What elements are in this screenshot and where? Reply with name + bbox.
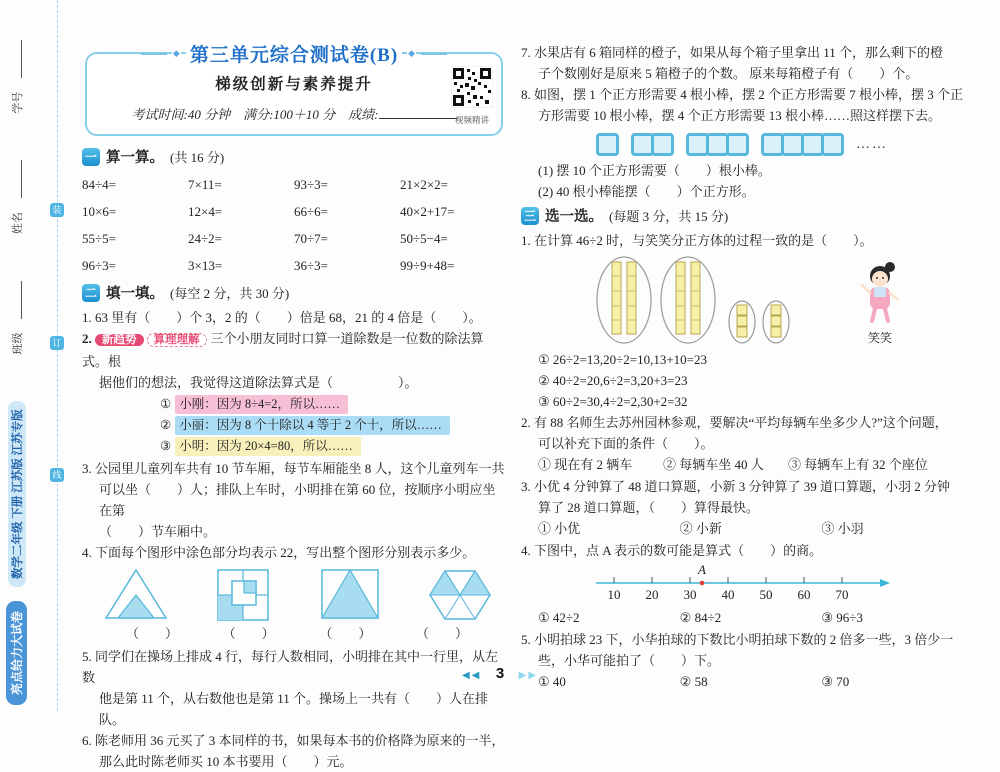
section1-points: (共 16 分) xyxy=(170,150,225,165)
calc-grid xyxy=(82,171,506,279)
option-item: ② 84÷2 xyxy=(679,610,722,625)
choice-q4: 4. 下图中，点 A 表示的数可能是算式（ ）的商。 xyxy=(521,543,823,558)
fill-q8-sub2: (2) 40 根小棒能摆（ ）个正方形。 xyxy=(538,184,755,199)
fill-q3-line2: 可以坐（ ）人；排队上车时，小明排在第 60 位，按顺序小明应坐在第 xyxy=(99,482,496,518)
triangle-figure xyxy=(104,567,168,621)
pupil-statement-text: 小丽：因为 8 个十除以 4 等于 2 个十，所以…… xyxy=(175,416,450,435)
section1-header xyxy=(82,146,506,167)
calc-problem: 10×6= xyxy=(82,204,117,219)
tick-label: 20 xyxy=(645,587,659,602)
option-item: ③ 70 xyxy=(821,674,850,689)
paper-title: 第三单元综合测试卷(B) xyxy=(186,40,402,67)
pupil-statement-1 xyxy=(160,395,506,414)
choice-q5-line1: 5. 小明拍球 23 下，小华拍球的下数比小明拍球下数的 2 倍多一些，3 倍少一 xyxy=(521,632,954,647)
choice-q4-options xyxy=(521,607,963,629)
stick-group-3 xyxy=(686,133,746,156)
fill-q4: 4. 下面每个图形中涂色部分均表示 22，写出整个图形分别表示多少。 xyxy=(82,545,476,560)
title-ornament-line-right xyxy=(421,53,447,55)
circled-3: ③ xyxy=(160,439,172,453)
q4-answer-parens-row xyxy=(82,623,506,642)
next-page-icon: ▶▶ xyxy=(518,670,539,681)
square-grid-figure xyxy=(215,567,271,623)
option-item: ② 小新 xyxy=(679,521,722,536)
section3-icon: 三 xyxy=(521,207,539,225)
qr-code-block xyxy=(451,66,493,126)
calc-problem: 55÷5= xyxy=(82,231,116,246)
square-triangle-figure xyxy=(319,567,381,621)
fill-q8-sub1: (1) 摆 10 个正方形需要（ ）根小棒。 xyxy=(538,163,771,178)
fill-q8-line1: 8. 如图，摆 1 个正方形需要 4 根小棒，摆 2 个正方形需要 7 根小棒，摆 3 个正 xyxy=(521,87,964,102)
reasoning-badge: 算理理解 xyxy=(147,333,207,347)
number-line-svg xyxy=(592,563,892,605)
choice-q1-option1: ① 26÷2=13,20÷2=10,13+10=23 xyxy=(538,352,707,367)
binding-tag-3: 线 xyxy=(50,468,64,482)
page-footer xyxy=(0,665,1000,683)
class-label: 班级 xyxy=(11,332,24,355)
binding-dashed-line xyxy=(57,0,58,711)
choice-q3-line1: 3. 小优 4 分钟算了 48 道口算题，小新 3 分钟算了 39 道口算题，小羽 2 分钟 xyxy=(521,479,951,494)
fill-q3-line1: 3. 公园里儿童列车共有 10 节车厢，每节车厢能坐 8 人，这个儿童列车一共 xyxy=(82,461,505,476)
answer-paren: （ ） xyxy=(222,626,275,641)
stick-group-4 xyxy=(761,133,841,156)
score-blank-line xyxy=(379,107,457,119)
fill-q7-line2: 子个数刚好是原来 5 箱橙子的个数。 原来每箱橙子有（ ）个。 xyxy=(538,66,919,81)
stick-group-2 xyxy=(631,133,671,156)
girl-name-label: 笑笑 xyxy=(867,331,892,345)
diamond-icon: ◆ xyxy=(408,48,416,58)
section3-header xyxy=(521,205,963,226)
option-item: ③ 96÷3 xyxy=(821,610,863,625)
circled-1: ① xyxy=(160,397,172,411)
section3-points: (每题 3 分，共 15 分) xyxy=(609,209,729,224)
fill-q2-text1: 三个小朋友同时口算一道除数是一位数的除法算式。根 xyxy=(82,331,484,369)
fill-q3-line3: （ ）节车厢中。 xyxy=(99,524,217,539)
answer-paren: （ ） xyxy=(415,626,468,641)
choice-q1-option2: ② 40÷2=20,6÷2=3,20+3=23 xyxy=(538,373,688,388)
fill-q2-line1: 2. 新趋势 算理理解 三个小朋友同时口算一道除数是一位数的除法算式。根 xyxy=(82,331,484,369)
exam-meta-line xyxy=(87,104,501,123)
prev-page-icon: ◀◀ xyxy=(461,670,482,681)
pupil-statement-2 xyxy=(160,416,506,435)
fill-q7-line1: 7. 水果店有 6 箱同样的橙子，如果从每个箱子里拿出 11 个，那么剩下的橙 xyxy=(521,45,944,60)
answer-paren: （ ） xyxy=(319,626,372,641)
paper-title-row xyxy=(87,40,501,67)
tick-label: 60 xyxy=(797,587,811,602)
calc-problem: 84÷4= xyxy=(82,177,116,192)
trend-badge: 新趋势 xyxy=(95,334,144,346)
series-badge: 亮点给力大试卷 xyxy=(6,601,27,705)
girl-illustration-icon xyxy=(856,259,904,325)
section2-points: (每空 2 分，共 30 分) xyxy=(170,286,290,301)
choice-q3-line2: 算了 28 道口算题，（ ）算得最快。 xyxy=(538,500,760,515)
calc-problem: 70÷7= xyxy=(294,231,328,246)
circled-2: ② xyxy=(160,418,172,432)
fill-q8-line2: 方形需要 10 根小棒，摆 4 个正方形需要 13 根小棒……照这样摆下去。 xyxy=(538,108,942,123)
calc-problem: 24÷2= xyxy=(188,231,222,246)
point-a-label: A xyxy=(698,563,706,577)
fill-q1: 1. 63 里有（ ）个 3，2 的（ ）倍是 68，21 的 4 倍是（ ）。 xyxy=(82,310,482,325)
binding-tag-2: 订 xyxy=(50,336,64,350)
sidebar-vertical-strip xyxy=(6,40,27,705)
calc-problem: 12×4= xyxy=(188,204,223,219)
option-item: ③ 每辆车上有 32 个座位 xyxy=(788,457,928,472)
calc-problem: 36÷3= xyxy=(294,258,328,273)
section2-header xyxy=(82,282,506,303)
choice-q1-option3: ③ 60÷2=30,4÷2=2,30+2=32 xyxy=(538,394,688,409)
book-info-label: 数学二年级 下册 江苏版 江苏专版 xyxy=(8,401,26,587)
tick-label: 70 xyxy=(835,587,849,602)
pupil-statement-text: 小明：因为 20×4=80，所以…… xyxy=(175,437,360,456)
ellipsis-text: …… xyxy=(856,136,888,152)
option-item: ① 40 xyxy=(538,674,566,689)
pupil-statement-text: 小刚：因为 8÷4=2，所以…… xyxy=(175,395,348,414)
exam-meta-text: 考试时间:40 分钟 满分:100＋10 分 成绩: xyxy=(131,107,379,122)
calc-problem: 93÷3= xyxy=(294,177,328,192)
section3-title: 选一选。 xyxy=(545,209,603,225)
pupil-statement-3 xyxy=(160,437,506,456)
choice-q1: 1. 在计算 46÷2 时，与笑笑分正方体的过程一致的是（ ）。 xyxy=(521,233,873,248)
calc-problem: 99÷9+48= xyxy=(400,258,455,273)
girl-character xyxy=(856,259,904,346)
qr-caption: 视频精讲 xyxy=(454,115,489,125)
tick-label: 30 xyxy=(683,587,697,602)
hexagon-figure xyxy=(428,567,492,623)
calc-problem: 21×2×2= xyxy=(400,177,448,192)
diamond-icon: ◆ xyxy=(172,48,180,58)
fill-q2-line2: 据他们的想法，我觉得这道除法算式是（ ）。 xyxy=(99,375,418,390)
name-label: 姓名 xyxy=(11,212,24,235)
name-blank-line xyxy=(12,160,22,198)
class-blank-line xyxy=(12,281,22,319)
calc-problem: 66÷6= xyxy=(294,204,328,219)
fill-q6-line1: 6. 陈老师用 36 元买了 3 本同样的书，如果每本书的价格降为原来的一半， xyxy=(82,733,505,748)
fill-q5-line2: 他是第 11 个，从右数他也是第 11 个。操场上一共有（ ）人在排队。 xyxy=(99,691,489,727)
option-item: ② 58 xyxy=(679,674,708,689)
q4-figures-row xyxy=(82,563,506,623)
qr-code-icon xyxy=(451,66,493,108)
option-item: ① 现在有 2 辆车 xyxy=(538,457,633,472)
fill-q5-line1: 5. 同学们在操场上排成 4 行，每行人数相同，小明排在其中一行里，从左数 xyxy=(82,649,499,685)
number-line-figure xyxy=(521,563,963,605)
option-item: ② 每辆车坐 40 人 xyxy=(663,457,764,472)
student-id-blank-line xyxy=(12,40,22,78)
section2-title: 填一填。 xyxy=(106,286,164,302)
calc-problem: 40×2+17= xyxy=(400,204,455,219)
option-item: ③ 小羽 xyxy=(821,521,864,536)
tens-ones-grouping-figure xyxy=(580,254,810,346)
title-ornament-line-left xyxy=(141,53,167,55)
choice-q5-line2: 些，小华可能拍了（ ）下。 xyxy=(538,653,721,668)
paper-subtitle: 梯级创新与素养提升 xyxy=(215,76,373,93)
section2-icon: 二 xyxy=(82,284,100,302)
tick-label: 50 xyxy=(759,587,773,602)
fill-q6-line2: 那么此时陈老师买 10 本书要用（ ）元。 xyxy=(99,754,353,769)
tick-label: 40 xyxy=(721,587,735,602)
student-id-label: 学号 xyxy=(11,91,24,114)
tick-label: 10 xyxy=(607,587,621,602)
option-item: ① 42÷2 xyxy=(538,610,580,625)
binding-tag-1: 装 xyxy=(50,203,64,217)
choice-q2-line2: 可以补充下面的条件（ ）。 xyxy=(538,436,714,451)
calc-problem: 96÷3= xyxy=(82,258,116,273)
option-item: ① 小优 xyxy=(538,521,581,536)
page-number: 3 xyxy=(495,665,505,682)
calc-problem: 7×11= xyxy=(188,177,222,192)
calc-problem: 3×13= xyxy=(188,258,223,273)
sticks-squares-figure xyxy=(521,133,963,156)
choice-q2-options xyxy=(521,454,963,476)
right-column xyxy=(518,42,964,693)
stick-group-1 xyxy=(596,133,616,156)
calc-problem: 50÷5−4= xyxy=(400,231,448,246)
answer-paren: （ ） xyxy=(126,626,179,641)
section1-title: 算一算。 xyxy=(106,150,164,166)
choice-q2-line1: 2. 有 88 名师生去苏州园林参观，要解决“平均每辆车坐多少人?”这个问题， xyxy=(521,415,948,430)
section1-icon: 一 xyxy=(82,148,100,166)
choice-q3-options xyxy=(521,518,963,540)
base-ten-blocks-figure xyxy=(521,254,963,346)
paper-header-box xyxy=(85,45,503,136)
